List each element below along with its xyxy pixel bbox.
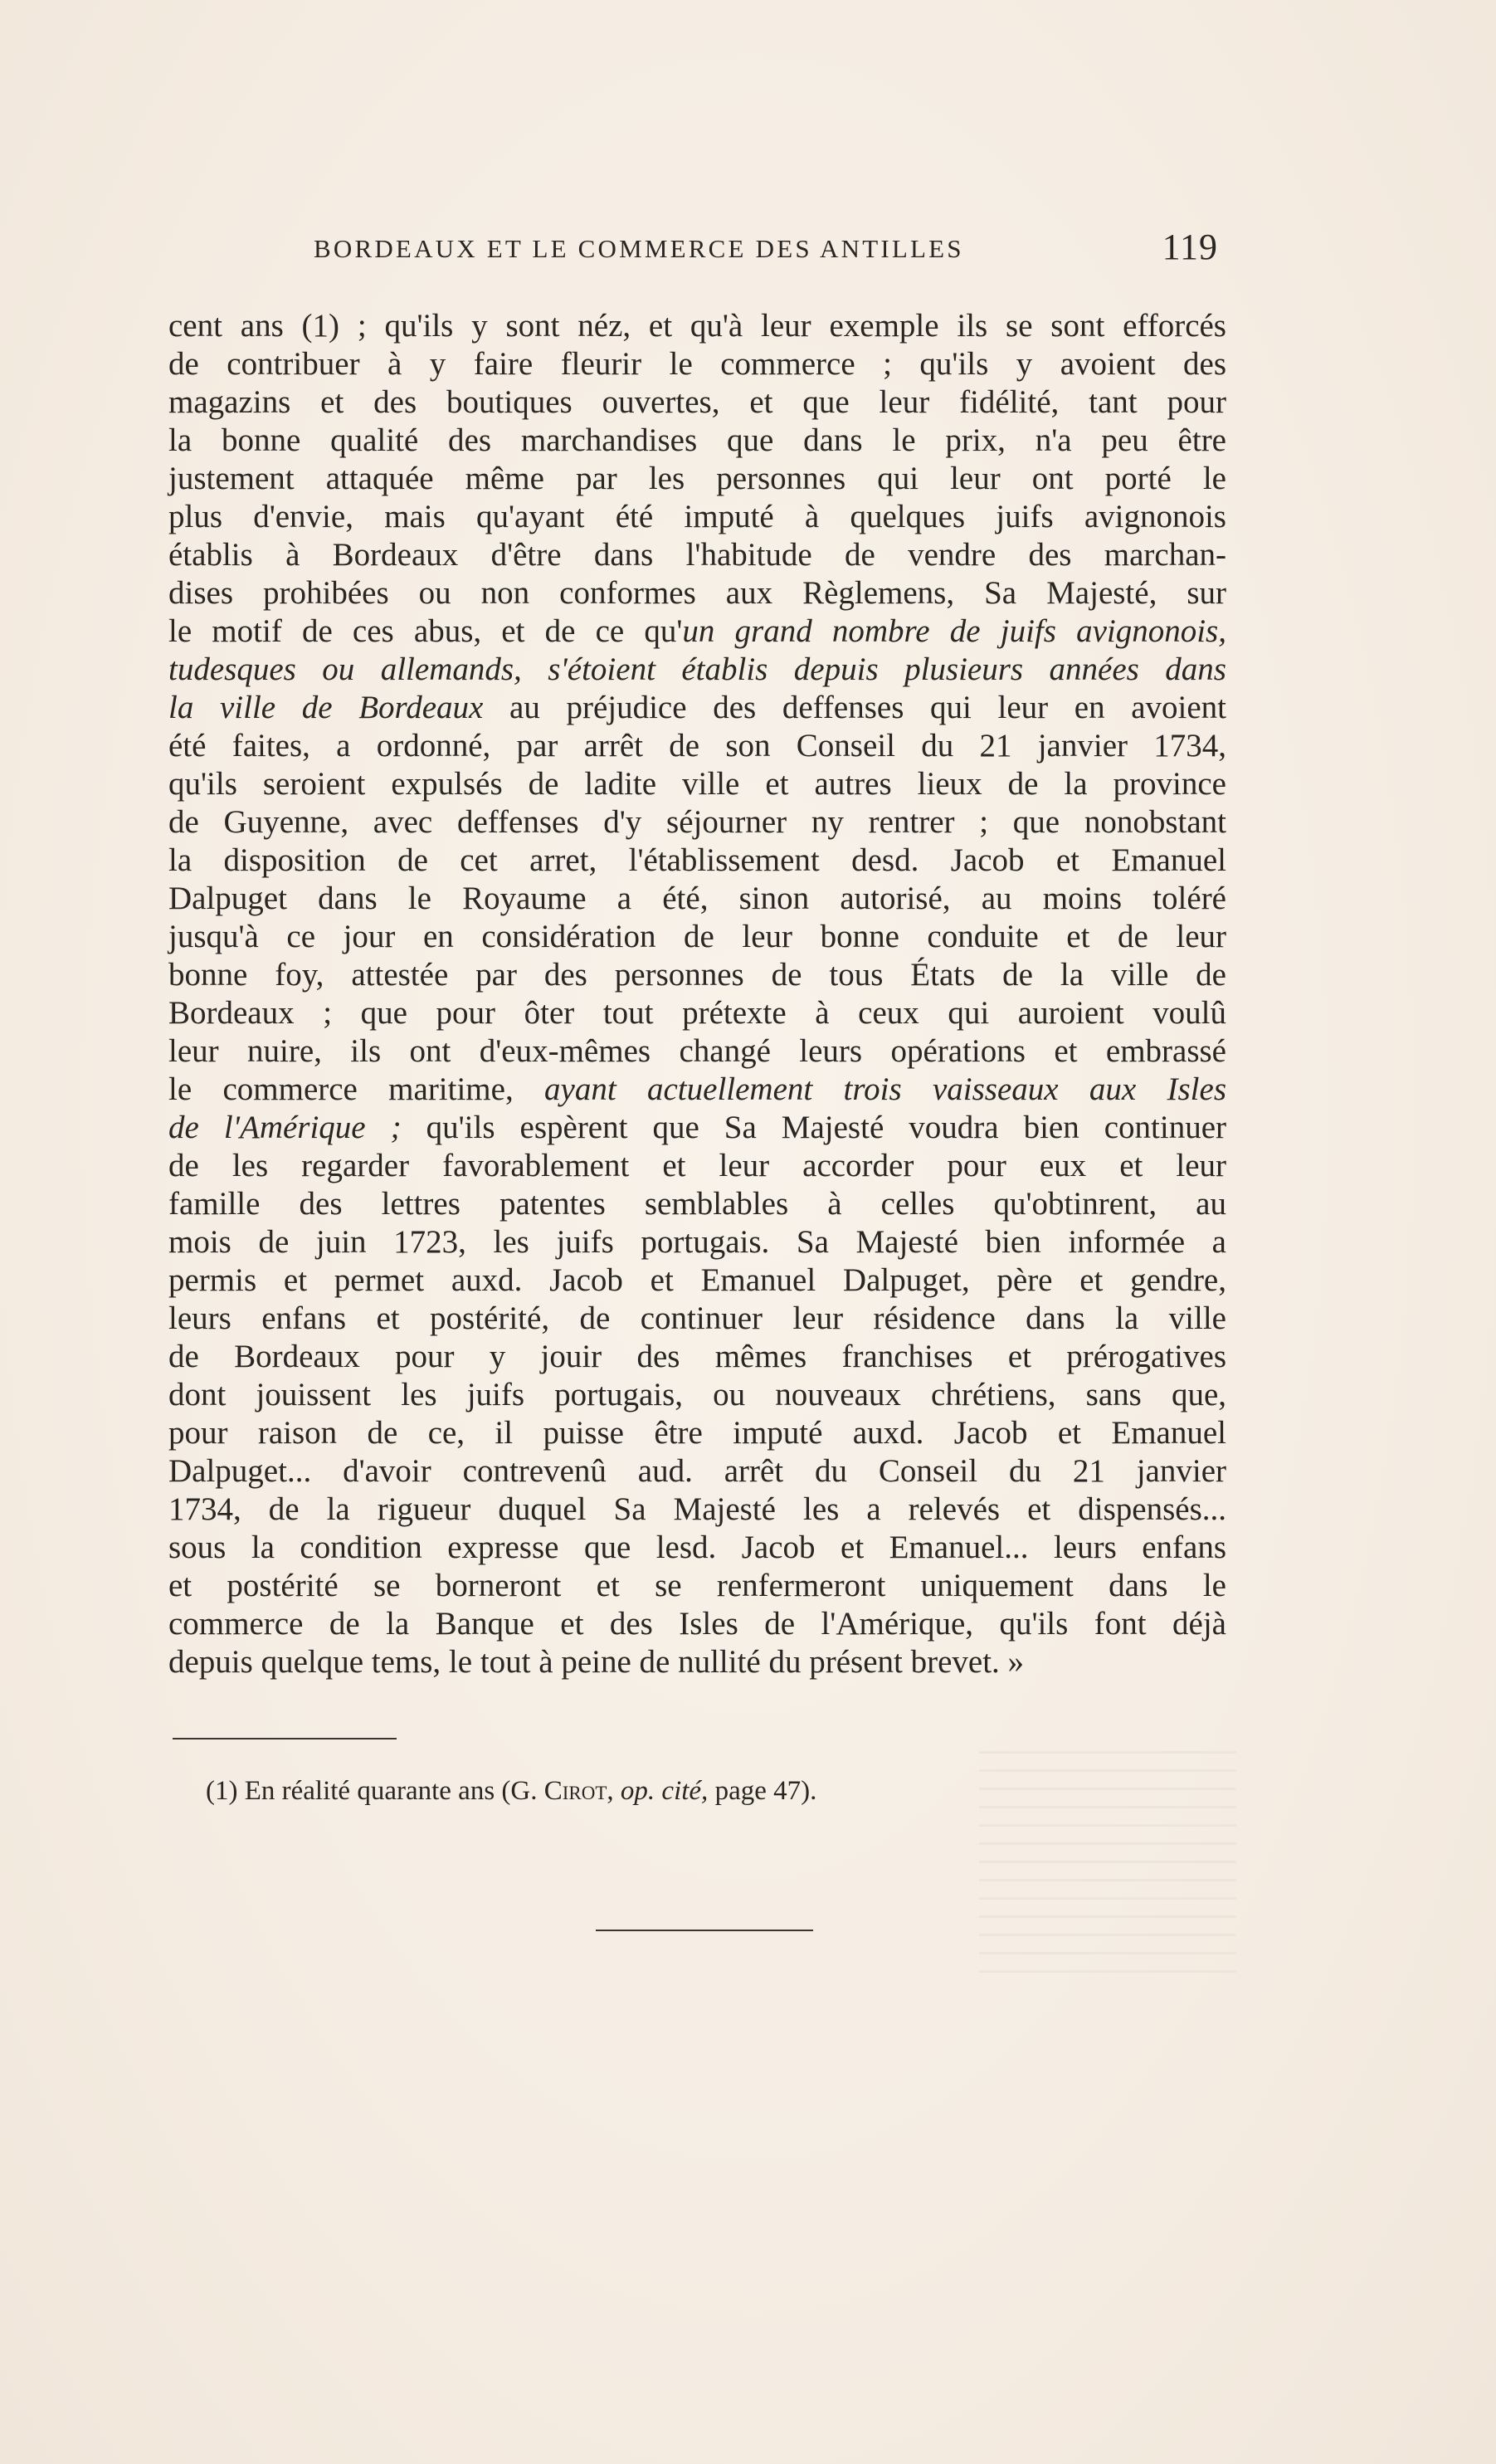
text-line: de les regarder favorablement et leur accorder pour eux et leur (168, 1148, 1226, 1183)
footnote-separator (173, 1738, 397, 1739)
text-line: de l'Amérique ; qu'ils espèrent que Sa Majesté voudra bien continuer (168, 1110, 1227, 1145)
footnote-author: Cirot (543, 1776, 607, 1806)
italic-quote: un grand nombre de juifs avignonois, (682, 613, 1226, 649)
text-line-last: depuis quelque tems, le tout à peine de nullité du présent brevet. » (168, 1644, 1025, 1680)
bleed-through-shadow (979, 1751, 1236, 1983)
text-line: le motif de ces abus, et de ce qu'un grand nombre de juifs avignonois, (168, 613, 1226, 649)
text-line (168, 651, 1226, 689)
text-line: Dalpuget... d'avoir contrevenû aud. arrêt du Conseil du 21 janvier (168, 1453, 1226, 1489)
italic-quote: de l'Amérique ; (168, 1110, 402, 1145)
text-line: cent ans (1) ; qu'ils y sont néz, et qu'à leur exemple ils se sont efforcés (168, 308, 1226, 344)
text-line: magazins et des boutiques ouvertes, et que leur fidélité, tant pour (168, 384, 1226, 420)
footnote-reference: op. cité, (620, 1776, 709, 1806)
text-line: famille des lettres patentes semblables à celles qu'obtinrent, au (168, 1186, 1226, 1222)
text-line: de Guyenne, avec deffenses d'y séjourner ny rentrer ; que nonobstant (168, 804, 1226, 840)
text-line: la disposition de cet arret, l'établissement desd. Jacob et Emanuel (168, 842, 1226, 878)
italic-quote: ayant actuellement trois vaisseaux aux Isles (544, 1071, 1226, 1107)
text-line: leur nuire, ils ont d'eux-mêmes changé leurs opérations et embrassé (168, 1033, 1226, 1069)
text-line: dont jouissent les juifs portugais, ou nouveaux chrétiens, sans que, (168, 1377, 1226, 1413)
text-line: jusqu'à ce jour en considération de leur bonne conduite et de leur (168, 919, 1226, 954)
text-line: leurs enfans et postérité, de continuer leur résidence dans la ville (168, 1300, 1226, 1336)
text-line: sous la condition expresse que lesd. Jacob et Emanuel... leurs enfans (168, 1530, 1226, 1565)
text-line: justement attaquée même par les personnes qui leur ont porté le (168, 461, 1226, 496)
section-end-rule (596, 1930, 813, 1931)
text-line: commerce de la Banque et des Isles de l'Amérique, qu'ils font déjà (168, 1606, 1226, 1642)
text-line: plus d'envie, mais qu'ayant été imputé à quelques juifs avignonois (168, 499, 1226, 534)
text-line: et postérité se borneront et se renfermeront uniquement dans le (168, 1568, 1226, 1603)
text-line: qu'ils seroient expulsés de ladite ville et autres lieux de la province (168, 766, 1226, 802)
text-line: mois de juin 1723, les juifs portugais. Sa Majesté bien informée a (168, 1224, 1226, 1260)
text-line: permis et permet auxd. Jacob et Emanuel Dalpuget, père et gendre, (168, 1262, 1226, 1298)
text-line: la ville de Bordeaux au préjudice des deffenses qui leur en avoient (168, 690, 1226, 725)
text-line: pour raison de ce, il puisse être imputé auxd. Jacob et Emanuel (168, 1415, 1226, 1451)
text-line: Bordeaux ; que pour ôter tout prétexte à ceux qui auroient voulû (168, 995, 1226, 1031)
italic-quote: la ville de Bordeaux (168, 690, 484, 725)
text-line: 1734, de la rigueur duquel Sa Majesté les a relevés et dispensés... (168, 1491, 1226, 1527)
italic-quote: tudesques ou allemands, s'étoient établis depuis plusieurs années dans (168, 651, 1226, 687)
text-line: la bonne qualité des marchandises que dans le prix, n'a peu être (168, 422, 1226, 458)
body-paragraph (168, 307, 1226, 1681)
page-number: 119 (1162, 227, 1218, 267)
text-line: dises prohibées ou non conformes aux Règlemens, Sa Majesté, sur (168, 575, 1226, 611)
text-line: le commerce maritime, ayant actuellement trois vaisseaux aux Isles (168, 1071, 1226, 1107)
text-line: été faites, a ordonné, par arrêt de son Conseil du 21 janvier 1734, (168, 728, 1226, 764)
text-line: Dalpuget dans le Royaume a été, sinon autorisé, au moins toléré (168, 881, 1226, 916)
text-line: de Bordeaux pour y jouir des mêmes franchises et prérogatives (168, 1339, 1226, 1374)
text-line: bonne foy, attestée par des personnes de tous États de la ville de (168, 957, 1226, 993)
running-head (314, 226, 1218, 276)
text-line: de contribuer à y faire fleurir le commerce ; qu'ils y avoient des (168, 346, 1226, 382)
footnote-marker: (1) (206, 1776, 238, 1806)
text-line: établis à Bordeaux d'être dans l'habitude de vendre des marchan- (168, 537, 1226, 573)
running-title: BORDEAUX ET LE COMMERCE DES ANTILLES (314, 234, 964, 263)
footnote: (1) En réalité quarante ans (G. Cirot, op. cité, page 47). (206, 1776, 817, 1806)
